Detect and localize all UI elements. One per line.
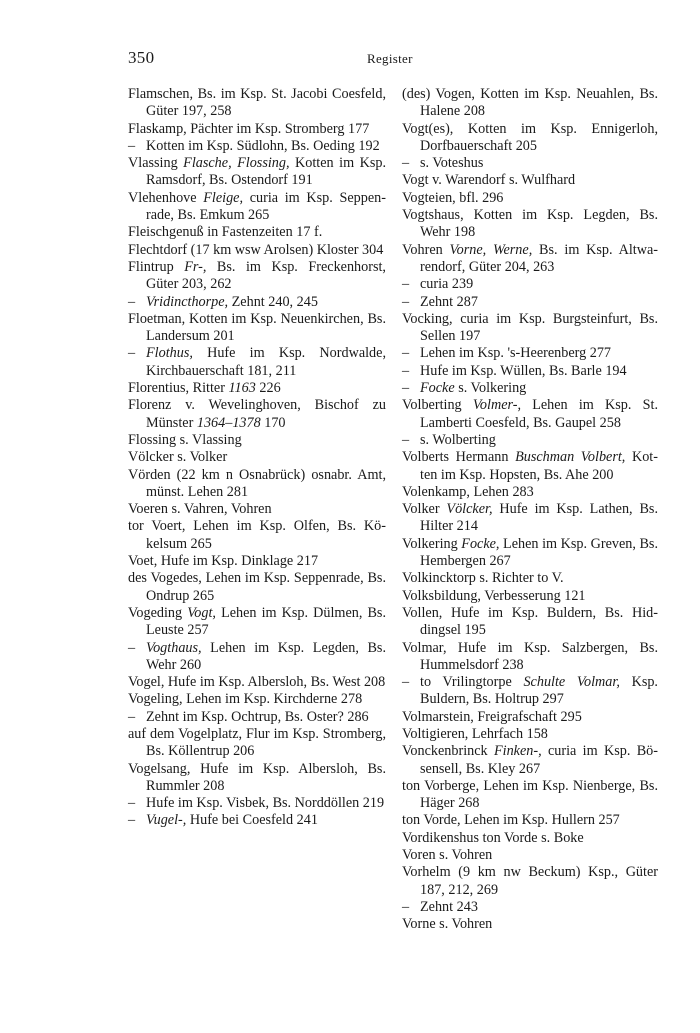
entry-text: Volmar, Hufe im Ksp. Salzbergen, Bs. Hummelsdorf 238 [402, 639, 658, 673]
entry-text: Vocking, curia im Ksp. Burgsteinfurt, Bs. Sellen 197 [402, 310, 658, 345]
index-entry [402, 830, 658, 847]
entry-text: Flaskamp, Pächter im Ksp. Stromberg 177 [128, 120, 370, 137]
entry-variant-italic: Focke [420, 380, 455, 397]
entry-text: to Vrilingtorpe [420, 674, 524, 691]
index-subentry [128, 294, 386, 311]
index-entry [128, 605, 386, 640]
index-entry [128, 224, 386, 241]
entry-text: Vogelsang, Hufe im Ksp. Albersloh, Bs. Rummler 208 [128, 760, 386, 794]
entry-text: Flamschen, Bs. im Ksp. St. Jacobi Coesfeld, Güter 197, 258 [128, 86, 386, 120]
subentry-dash: – [128, 812, 136, 829]
entry-text: Kotten im Ksp. Ramsdorf, Bs. Ostendorf 191 [146, 155, 387, 189]
index-subentry [402, 155, 658, 172]
entry-text: curia im Ksp. Seppenrade, Bs. Emkum 265 [146, 189, 386, 224]
entry-text: Volmarstein, Freigrafschaft 295 [402, 708, 582, 725]
index-entry [402, 726, 658, 743]
index-subentry [128, 795, 386, 812]
entry-text: Zehnt 287 [420, 293, 478, 310]
entry-text: auf dem Vogelplatz, Flur im Ksp. Stromberg, Bs. Köllentrup 206 [128, 725, 386, 760]
entry-text: Vogt v. Warendorf s. Wulfhard [402, 172, 576, 189]
index-entry [402, 449, 658, 484]
subentry-dash: – [402, 898, 410, 915]
entry-text: Lehen im Ksp. 's-Heerenberg 277 [420, 345, 612, 362]
entry-text: Flintrup [128, 258, 185, 275]
subentry-dash: – [402, 674, 410, 691]
entry-text: 226 [255, 380, 281, 397]
entry-text: Vohren [402, 241, 450, 258]
entry-text: Ksp. Buldern, Bs. Holtrup 297 [420, 674, 658, 708]
index-entry [402, 778, 658, 813]
entry-text: Vogtshaus, Kotten im Ksp. Legden, Bs. Wehr 198 [402, 207, 658, 241]
index-entry [402, 709, 658, 726]
entry-text: Flechtdorf (17 km wsw Arolsen) Kloster 304 [128, 241, 384, 258]
index-entry [402, 812, 658, 829]
index-entry [402, 743, 658, 778]
entry-text: Voren s. Vohren [402, 847, 493, 864]
entry-text: Vonckenbrinck [402, 743, 494, 760]
index-entry [128, 121, 386, 138]
entry-text: Fleischgenuß in Fastenzeiten 17 f. [128, 224, 323, 241]
entry-text: Volker [402, 501, 447, 518]
index-entry [128, 501, 386, 518]
index-subentry [128, 345, 386, 380]
entry-text: Zehnt 240, 245 [228, 293, 318, 310]
entry-text: Vorne s. Vohren [402, 916, 493, 933]
entry-text: Voltigieren, Lehrfach 158 [402, 725, 548, 742]
index-entry [128, 518, 386, 553]
subentry-dash: – [402, 293, 410, 310]
index-subentry [402, 432, 658, 449]
entry-text: Lehen im Ksp. St. Lamberti Coesfeld, Bs. Gaupel 258 [420, 397, 658, 431]
index-subentry [402, 363, 658, 380]
entry-text: Hufe im Ksp. Nordwalde, Kirchbauerschaft 181, 211 [146, 345, 386, 379]
entry-text: s. Voteshus [420, 155, 484, 172]
entry-text: Florenz v. Wevelinghoven, Bischof zu Münster [128, 397, 386, 431]
entry-text: Vollen, Hufe im Ksp. Buldern, Bs. Hiddingsel 195 [402, 604, 658, 639]
index-entry [402, 570, 658, 587]
entry-variant-italic: Vogt, [187, 604, 216, 621]
entry-text: Bs. im Ksp. Freckenhorst, Güter 203, 262 [146, 258, 386, 293]
entry-text: Vogel, Hufe im Ksp. Albersloh, Bs. West 208 [128, 674, 386, 691]
index-subentry [128, 640, 386, 675]
entry-text: Bs. im Ksp. Altwarendorf, Güter 204, 263 [420, 241, 658, 275]
index-entry [402, 847, 658, 864]
index-entry [402, 640, 658, 675]
entry-variant-italic: 1163 [228, 380, 256, 397]
index-entry [128, 397, 386, 432]
index-entry [128, 570, 386, 605]
entry-text: (des) Vogen, Kotten im Ksp. Neuahlen, Bs. Halene 208 [402, 86, 658, 120]
entry-text: Flossing s. Vlassing [128, 431, 242, 448]
index-entry [402, 86, 658, 121]
index-entry [402, 484, 658, 501]
entry-text: curia 239 [420, 276, 474, 293]
entry-text: Florentius, Ritter [128, 380, 229, 397]
entry-text: Floetman, Kotten im Ksp. Neuenkirchen, Bs. Landersum 201 [128, 310, 386, 345]
index-entry [128, 467, 386, 502]
index-entry [128, 311, 386, 346]
index-entry [128, 432, 386, 449]
page-number: 350 [128, 48, 155, 67]
index-entry [128, 259, 386, 294]
subentry-dash: – [128, 137, 136, 154]
index-entry [402, 605, 658, 640]
entry-text: Zehnt 243 [420, 898, 478, 915]
index-entry [402, 588, 658, 605]
entry-variant-italic: Buschman Volbert, [515, 449, 626, 466]
entry-text: Volkering [402, 535, 462, 552]
subentry-dash: – [402, 362, 410, 379]
index-entry [128, 155, 386, 190]
index-subentry [128, 709, 386, 726]
entry-variant-italic: Volmer-, [472, 397, 522, 414]
entry-text: curia im Ksp. Bösensell, Bs. Kley 267 [420, 743, 658, 777]
entry-variant-italic: 1364–1378 [196, 414, 261, 431]
entry-text: Hufe im Ksp. Visbek, Bs. Norddöllen 219 [146, 795, 385, 812]
entry-text: Volksbildung, Verbesserung 121 [402, 587, 586, 604]
index-entry [128, 242, 386, 259]
entry-text: Kotten im Ksp. Hopsten, Bs. Ahe 200 [420, 449, 658, 483]
entry-text: Lehen im Ksp. Legden, Bs. Wehr 260 [146, 639, 386, 673]
entry-variant-italic: Vridincthorpe, [146, 293, 229, 310]
subentry-dash: – [128, 639, 136, 656]
subentry-dash: – [402, 345, 410, 362]
entry-text: Lehen im Ksp. Dülmen, Bs. Leuste 257 [146, 604, 386, 639]
entry-text: 170 [260, 414, 286, 431]
entry-text: Vordikenshus ton Vorde s. Boke [402, 829, 584, 846]
index-entry [402, 121, 658, 156]
entry-text: Volberting [402, 397, 473, 414]
entry-variant-italic: Fr-, [184, 258, 207, 275]
index-entry [402, 916, 658, 933]
index-subentry [402, 899, 658, 916]
entry-text: Vogeling, Lehen im Ksp. Kirchderne 278 [128, 691, 363, 708]
entry-text: Voeren s. Vahren, Vohren [128, 501, 272, 518]
entry-text: Volenkamp, Lehen 283 [402, 483, 534, 500]
index-entry [128, 726, 386, 761]
entry-variant-italic: Völcker, [446, 501, 493, 518]
index-subentry [402, 276, 658, 293]
index-entry [402, 536, 658, 571]
index-entry [402, 242, 658, 277]
subentry-dash: – [402, 276, 410, 293]
entry-variant-italic: Focke, [461, 535, 500, 552]
index-entry [128, 449, 386, 466]
entry-text: des Vogedes, Lehen im Ksp. Seppenrade, Bs. Ondrup 265 [128, 570, 386, 604]
entry-variant-italic: Finken-, [493, 743, 542, 760]
index-entry [128, 674, 386, 691]
entry-text: Vogteien, bfl. 296 [402, 189, 504, 206]
entry-text: Kotten im Ksp. Südlohn, Bs. Oeding 192 [146, 137, 380, 154]
entry-text: Vogeding [128, 604, 188, 621]
entry-text: Voet, Hufe im Ksp. Dinklage 217 [128, 553, 319, 570]
index-subentry [402, 294, 658, 311]
entry-text: ton Vorde, Lehen im Ksp. Hullern 257 [402, 812, 620, 829]
entry-text: Hufe bei Coesfeld 241 [186, 812, 318, 829]
index-entry [402, 190, 658, 207]
index-entry [402, 397, 658, 432]
entry-variant-italic: Fleige, [203, 189, 244, 206]
subentry-dash: – [128, 795, 136, 812]
entry-text: Zehnt im Ksp. Ochtrup, Bs. Oster? 286 [146, 708, 369, 725]
subentry-dash: – [128, 293, 136, 310]
subentry-dash: – [402, 431, 410, 448]
index-entry [128, 553, 386, 570]
index-entry [128, 380, 386, 397]
index-entry [402, 864, 658, 899]
entry-text: tor Voert, Lehen im Ksp. Olfen, Bs. Kökelsum 265 [128, 518, 386, 552]
entry-text: Vogt(es), Kotten im Ksp. Ennigerloh, Dorfbauerschaft 205 [402, 120, 658, 154]
index-subentry [128, 812, 386, 829]
entry-text: s. Wolberting [420, 431, 496, 448]
entry-text: s. Volkering [454, 380, 527, 397]
entry-text: Vlehenhove [128, 189, 204, 206]
entry-variant-italic: Flasche, Flossing, [183, 155, 290, 172]
entry-variant-italic: Flothus, [146, 345, 193, 362]
index-entry [128, 86, 386, 121]
index-column-right [402, 86, 658, 934]
entry-text: Lehen im Ksp. Greven, Bs. Hembergen 267 [420, 535, 658, 570]
index-column-left [128, 86, 386, 830]
entry-text: ton Vorberge, Lehen im Ksp. Nienberge, Bs. Häger 268 [402, 777, 658, 812]
subentry-dash: – [128, 345, 136, 362]
index-entry [402, 501, 658, 536]
entry-text: Hufe im Ksp. Lathen, Bs. Hilter 214 [420, 501, 658, 535]
entry-text: Vlassing [128, 155, 184, 172]
entry-text: Völcker s. Volker [128, 449, 228, 466]
index-entry [128, 190, 386, 225]
index-entry [402, 311, 658, 346]
index-entry [402, 172, 658, 189]
entry-text: Volkincktorp s. Richter to V. [402, 570, 564, 587]
entry-variant-italic: Vogthaus, [146, 639, 202, 656]
subentry-dash: – [402, 155, 410, 172]
index-subentry [402, 345, 658, 362]
index-subentry [128, 138, 386, 155]
entry-variant-italic: Vorne, Werne, [449, 241, 533, 258]
subentry-dash: – [402, 380, 410, 397]
entry-text: Hufe im Ksp. Wüllen, Bs. Barle 194 [420, 362, 627, 379]
entry-text: Vorhelm (9 km nw Beckum) Ksp., Güter 187, 212, 269 [402, 864, 658, 898]
index-subentry [402, 380, 658, 397]
entry-text: Volberts Hermann [402, 449, 516, 466]
running-head: Register [367, 51, 413, 66]
subentry-dash: – [128, 708, 136, 725]
index-entry [128, 761, 386, 796]
index-entry [128, 691, 386, 708]
entry-text: Vörden (22 km n Osnabrück) osnabr. Amt, münst. Lehen 281 [128, 466, 386, 500]
index-entry [402, 207, 658, 242]
index-subentry [402, 674, 658, 709]
entry-variant-italic: Vugel-, [146, 812, 187, 829]
entry-variant-italic: Schulte Volmar, [523, 674, 620, 691]
